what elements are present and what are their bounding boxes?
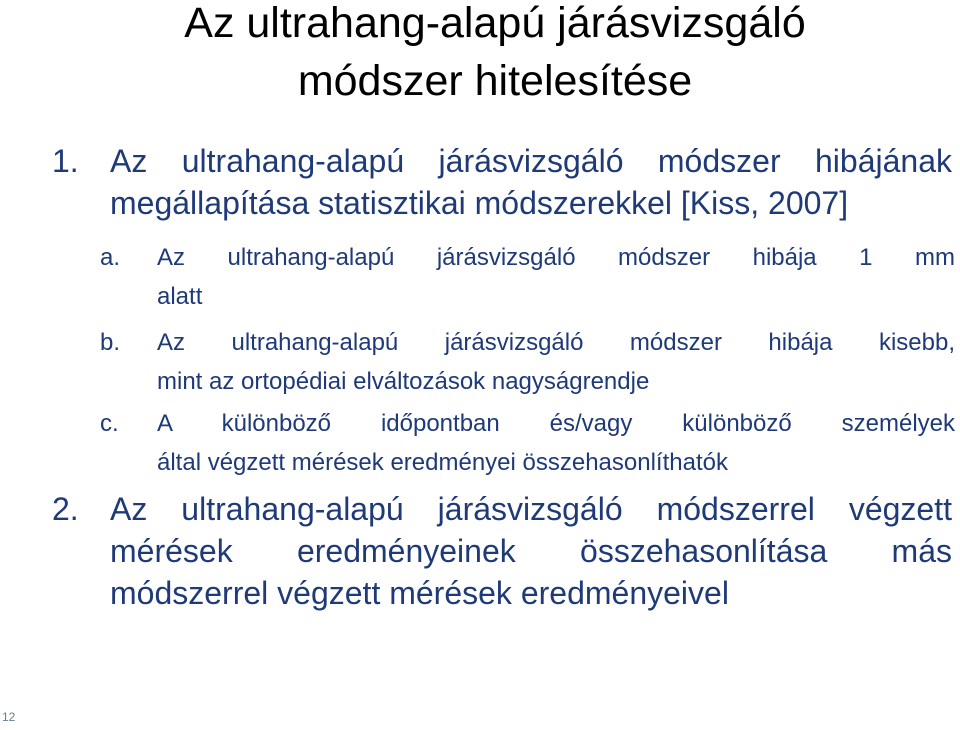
sub-item-text bbox=[157, 238, 955, 316]
page-number: 12 bbox=[2, 710, 16, 724]
list-item-number: 2. bbox=[52, 491, 79, 527]
sub-item-text bbox=[157, 404, 955, 482]
list-item-text bbox=[110, 140, 952, 224]
sub-item-letter: a. bbox=[100, 244, 121, 271]
sub-item-letter: b. bbox=[100, 329, 121, 356]
sub-item-line: Az ultrahang-alapú járásvizsgáló módszer hibája kisebb, bbox=[157, 329, 955, 356]
list-item-line: Az ultrahang-alapú járásvizsgáló módszer hibájának bbox=[110, 143, 952, 179]
list-item-line: módszerrel végzett mérések eredményeivel bbox=[110, 575, 729, 611]
sub-item-line: A különböző időpontban és/vagy különböző személyek bbox=[157, 410, 955, 437]
sub-item-line: mint az ortopédiai elváltozások nagyságrendje bbox=[157, 368, 650, 395]
slide-title-line-1: Az ultrahang-alapú járásvizsgáló bbox=[184, 0, 806, 47]
list-item-line: mérések eredményeinek összehasonlítása más bbox=[110, 533, 952, 569]
slide-title bbox=[70, 0, 920, 110]
list-item-line: megállapítása statisztikai módszerekkel [Kiss, 2007] bbox=[110, 185, 849, 221]
sub-item-text bbox=[157, 323, 955, 401]
list-item-line: Az ultrahang-alapú járásvizsgáló módszerrel végzett bbox=[110, 491, 952, 527]
sub-item-letter: c. bbox=[100, 410, 119, 437]
list-item-number: 1. bbox=[52, 143, 79, 179]
sub-item-line: által végzett mérések eredményei összehasonlíthatók bbox=[157, 449, 728, 476]
slide-title-line-2: módszer hitelesítése bbox=[297, 57, 693, 105]
list-item-text bbox=[110, 488, 952, 614]
sub-item-line: alatt bbox=[157, 283, 203, 310]
sub-item-line: Az ultrahang-alapú járásvizsgáló módszer hibája 1 mm bbox=[157, 244, 955, 271]
